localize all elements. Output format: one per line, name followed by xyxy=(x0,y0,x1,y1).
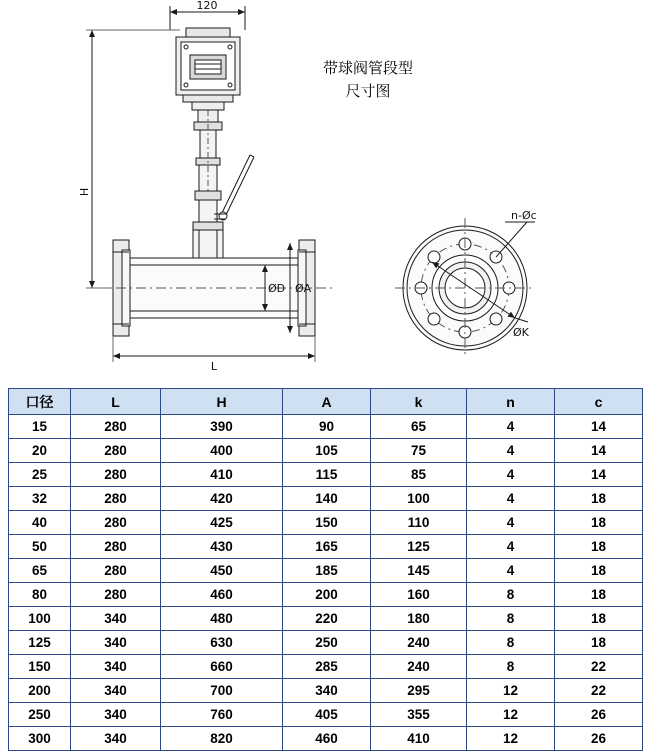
table-cell: 240 xyxy=(371,655,467,679)
table-cell: 180 xyxy=(371,607,467,631)
table-row xyxy=(9,727,643,751)
table-cell: 200 xyxy=(283,583,371,607)
table-row xyxy=(9,487,643,511)
table-cell: 630 xyxy=(161,631,283,655)
table-cell: 340 xyxy=(283,679,371,703)
table-row xyxy=(9,535,643,559)
label-dia-a: ØA xyxy=(295,282,312,295)
table-cell: 250 xyxy=(9,703,71,727)
table-cell: 90 xyxy=(283,415,371,439)
table-cell: 14 xyxy=(555,439,643,463)
table-cell: 250 xyxy=(283,631,371,655)
dimension-table-wrapper xyxy=(8,388,642,751)
label-n-oc: n-Øc xyxy=(511,209,537,222)
table-cell: 8 xyxy=(467,607,555,631)
table-cell: 220 xyxy=(283,607,371,631)
table-cell: 340 xyxy=(71,607,161,631)
label-h: H xyxy=(78,187,91,197)
table-cell: 390 xyxy=(161,415,283,439)
table-cell: 18 xyxy=(555,535,643,559)
table-cell: 280 xyxy=(71,511,161,535)
table-header-cell: L xyxy=(71,389,161,415)
dim-h xyxy=(86,30,180,288)
table-row xyxy=(9,679,643,703)
table-cell: 430 xyxy=(161,535,283,559)
table-cell: 12 xyxy=(467,727,555,751)
drawing-title-line2: 尺寸图 xyxy=(345,82,391,100)
transmitter-housing xyxy=(176,28,240,110)
table-cell: 150 xyxy=(9,655,71,679)
table-cell: 420 xyxy=(161,487,283,511)
table-row xyxy=(9,703,643,727)
table-cell: 125 xyxy=(9,631,71,655)
table-cell: 340 xyxy=(71,655,161,679)
dim-l xyxy=(113,336,315,362)
table-cell: 22 xyxy=(555,655,643,679)
table-cell: 410 xyxy=(371,727,467,751)
table-row xyxy=(9,439,643,463)
table-cell: 105 xyxy=(283,439,371,463)
table-cell: 340 xyxy=(71,703,161,727)
table-cell: 115 xyxy=(283,463,371,487)
label-dia-k: ØK xyxy=(513,326,529,339)
table-cell: 295 xyxy=(371,679,467,703)
table-cell: 18 xyxy=(555,607,643,631)
table-cell: 8 xyxy=(467,655,555,679)
table-header-row xyxy=(9,389,643,415)
table-cell: 760 xyxy=(161,703,283,727)
table-cell: 4 xyxy=(467,415,555,439)
table-cell: 125 xyxy=(371,535,467,559)
table-cell: 4 xyxy=(467,535,555,559)
table-cell: 450 xyxy=(161,559,283,583)
table-header-cell: k xyxy=(371,389,467,415)
table-header-cell: n xyxy=(467,389,555,415)
table-row xyxy=(9,463,643,487)
table-cell: 110 xyxy=(371,511,467,535)
table-cell: 4 xyxy=(467,487,555,511)
table-cell: 4 xyxy=(467,463,555,487)
table-row xyxy=(9,583,643,607)
table-row xyxy=(9,415,643,439)
table-cell: 400 xyxy=(161,439,283,463)
table-cell: 85 xyxy=(371,463,467,487)
table-cell: 280 xyxy=(71,415,161,439)
label-dia-d: ØD xyxy=(268,282,286,295)
table-cell: 18 xyxy=(555,511,643,535)
valve-stem xyxy=(193,110,223,230)
table-cell: 405 xyxy=(283,703,371,727)
table-cell: 4 xyxy=(467,511,555,535)
table-cell: 8 xyxy=(467,631,555,655)
table-cell: 18 xyxy=(555,631,643,655)
table-cell: 22 xyxy=(555,679,643,703)
drawing-title-line1: 带球阀管段型 xyxy=(322,59,413,77)
table-header-cell: c xyxy=(555,389,643,415)
table-cell: 26 xyxy=(555,703,643,727)
table-cell: 100 xyxy=(371,487,467,511)
table-cell: 660 xyxy=(161,655,283,679)
table-cell: 340 xyxy=(71,631,161,655)
table-cell: 18 xyxy=(555,487,643,511)
table-cell: 12 xyxy=(467,703,555,727)
table-cell: 700 xyxy=(161,679,283,703)
table-cell: 280 xyxy=(71,559,161,583)
table-header-cell: 口径 xyxy=(9,389,71,415)
table-cell: 14 xyxy=(555,463,643,487)
table-cell: 40 xyxy=(9,511,71,535)
table-cell: 200 xyxy=(9,679,71,703)
table-header-cell: H xyxy=(161,389,283,415)
table-cell: 100 xyxy=(9,607,71,631)
table-cell: 15 xyxy=(9,415,71,439)
table-cell: 8 xyxy=(467,583,555,607)
table-cell: 150 xyxy=(283,511,371,535)
table-cell: 65 xyxy=(371,415,467,439)
table-cell: 165 xyxy=(283,535,371,559)
table-cell: 25 xyxy=(9,463,71,487)
table-row xyxy=(9,655,643,679)
table-cell: 32 xyxy=(9,487,71,511)
table-cell: 4 xyxy=(467,439,555,463)
table-header-cell: A xyxy=(283,389,371,415)
table-cell: 355 xyxy=(371,703,467,727)
table-cell: 185 xyxy=(283,559,371,583)
table-cell: 240 xyxy=(371,631,467,655)
drawing-title xyxy=(288,57,448,103)
table-cell: 80 xyxy=(9,583,71,607)
table-cell: 280 xyxy=(71,535,161,559)
table-row xyxy=(9,607,643,631)
label-l: L xyxy=(210,360,218,373)
table-cell: 280 xyxy=(71,439,161,463)
table-cell: 280 xyxy=(71,463,161,487)
table-cell: 14 xyxy=(555,415,643,439)
table-cell: 480 xyxy=(161,607,283,631)
label-120: 120 xyxy=(196,0,218,12)
table-cell: 4 xyxy=(467,559,555,583)
table-cell: 18 xyxy=(555,583,643,607)
table-cell: 460 xyxy=(283,727,371,751)
table-cell: 160 xyxy=(371,583,467,607)
table-cell: 340 xyxy=(71,679,161,703)
table-cell: 140 xyxy=(283,487,371,511)
table-cell: 20 xyxy=(9,439,71,463)
table-row xyxy=(9,631,643,655)
table-cell: 340 xyxy=(71,727,161,751)
table-cell: 410 xyxy=(161,463,283,487)
table-row xyxy=(9,511,643,535)
table-cell: 280 xyxy=(71,583,161,607)
dimension-table xyxy=(8,388,643,751)
table-cell: 280 xyxy=(71,487,161,511)
table-cell: 75 xyxy=(371,439,467,463)
table-cell: 65 xyxy=(9,559,71,583)
table-cell: 425 xyxy=(161,511,283,535)
table-cell: 18 xyxy=(555,559,643,583)
table-cell: 26 xyxy=(555,727,643,751)
table-row xyxy=(9,559,643,583)
table-cell: 820 xyxy=(161,727,283,751)
table-cell: 285 xyxy=(283,655,371,679)
table-cell: 12 xyxy=(467,679,555,703)
table-cell: 145 xyxy=(371,559,467,583)
table-cell: 50 xyxy=(9,535,71,559)
table-cell: 300 xyxy=(9,727,71,751)
table-cell: 460 xyxy=(161,583,283,607)
